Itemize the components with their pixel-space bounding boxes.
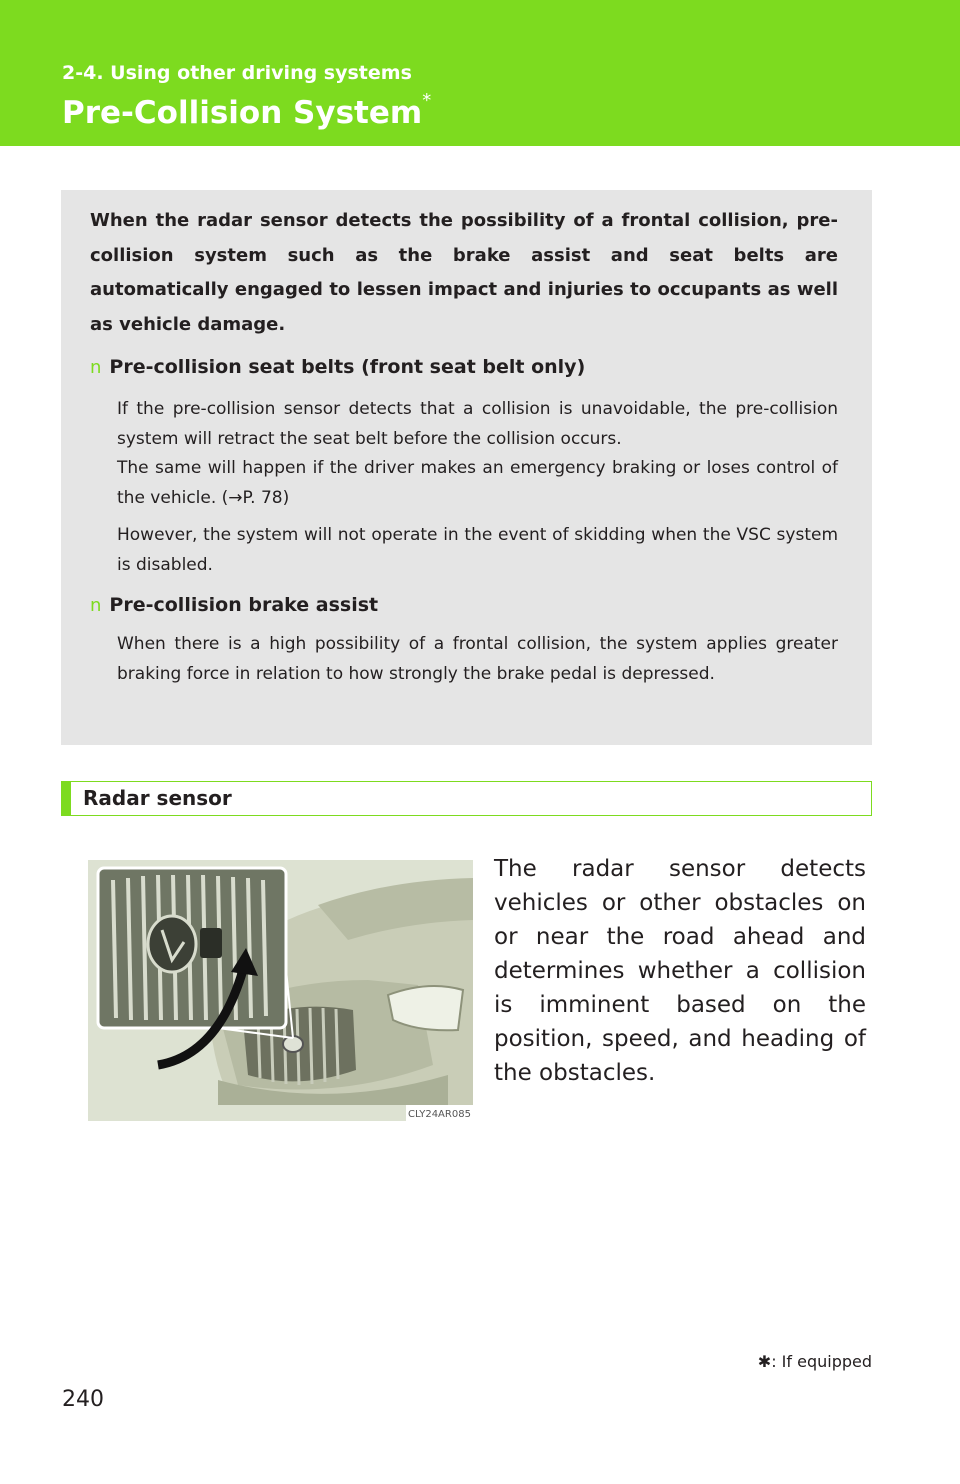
- section-stripe: [61, 781, 71, 816]
- intro-text: When the radar sensor detects the possibility of a frontal collision, pre-collision system such as the brake assist and seat belts are automatically engaged to lessen impact and injuries to occupants as well as vehicle damage.: [90, 210, 838, 335]
- seatbelt-para-1: If the pre-collision sensor detects that a collision is unavoidable, the pre-collision system will retract the seat belt before the collision occurs.: [117, 399, 838, 449]
- image-code: CLY24AR085: [408, 1109, 471, 1120]
- page-number: 240: [62, 1387, 104, 1412]
- brake-assist-para: When there is a high possibility of a frontal collision, the system applies greater braking force in relation to how strongly the brake pedal is depressed.: [117, 634, 838, 684]
- seatbelt-para-2: The same will happen if the driver makes an emergency braking or loses control of the vehicle. (→P. 78): [117, 458, 838, 508]
- brake-assist-heading: [90, 594, 378, 616]
- seatbelt-heading-text: Pre-collision seat belts (front seat belt only): [109, 356, 586, 378]
- radar-section-bar: [61, 781, 872, 816]
- page-title: [62, 89, 432, 131]
- if-equipped-mark: *: [422, 89, 432, 111]
- seatbelt-heading: [90, 356, 585, 378]
- radar-sensor-illustration: [88, 860, 473, 1121]
- bullet-icon: n: [90, 357, 102, 378]
- page-title-text: Pre-Collision System: [62, 95, 423, 131]
- seatbelt-para-3: However, the system will not operate in the event of skidding when the VSC system is disabled.: [117, 525, 838, 575]
- section-label: 2-4. Using other driving systems: [62, 62, 412, 84]
- bullet-icon: n: [90, 595, 102, 616]
- brake-assist-heading-text: Pre-collision brake assist: [109, 594, 379, 616]
- radar-description: The radar sensor detects vehicles or other obstacles on or near the road ahead and determines whether a collision is imminent based on the position, speed, and heading of the obstacles.: [494, 856, 866, 1086]
- footnote: ✱: If equipped: [757, 1352, 872, 1371]
- radar-heading: Radar sensor: [83, 786, 232, 810]
- header-bar: [0, 0, 960, 146]
